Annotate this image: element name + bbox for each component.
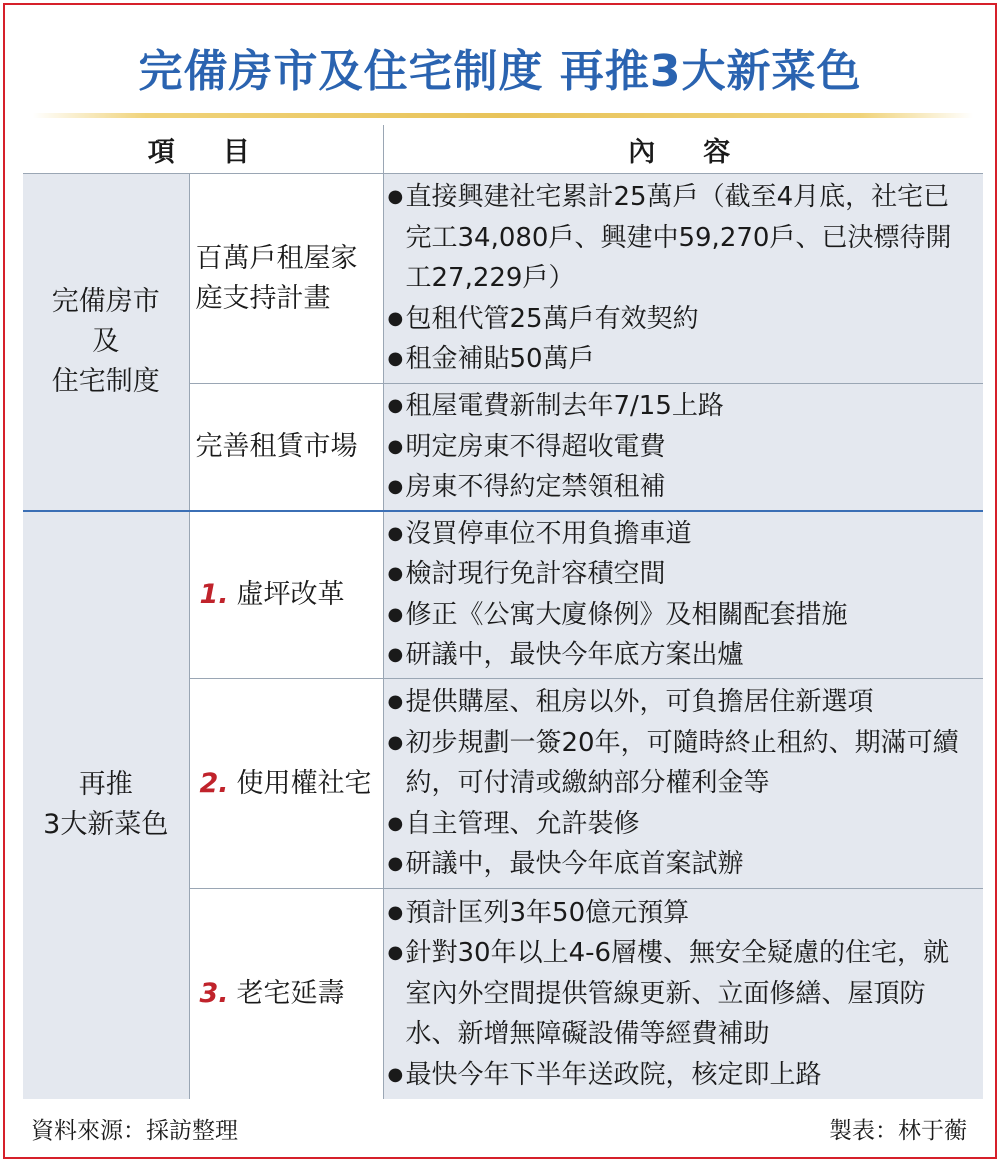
list-item: ● 租屋電費新制去年7/15上路: [388, 386, 974, 427]
subitem-label-line: 老宅延壽: [236, 977, 345, 1009]
category-cell: [23, 511, 189, 1099]
infographic-frame: [3, 3, 997, 1159]
item-number: 1.: [199, 578, 229, 610]
maker-credit: 製表：林于蘅: [829, 1118, 967, 1144]
footer: [5, 1108, 995, 1148]
subitem-label-line: 使用權社宅: [236, 767, 372, 799]
category-line: 及: [92, 325, 120, 357]
list-item: ● 提供購屋、租房以外，可負擔居住新選項: [388, 682, 974, 723]
list-item: ● 包租代管25萬戶有效契約: [388, 299, 974, 340]
list-item: ● 自主管理、允許裝修: [388, 804, 974, 845]
list-item: ● 沒買停車位不用負擔車道: [388, 514, 974, 555]
list-item: ● 最快今年下半年送政院，核定即上路: [388, 1055, 974, 1096]
content-cell: [383, 889, 983, 1099]
subitem-cell: [189, 384, 383, 511]
subitem-cell: [189, 889, 383, 1099]
subitem-label-line: 虛坪改革: [236, 578, 345, 610]
subitem-label-line: 百萬戶租屋家: [195, 242, 358, 274]
header-content: 內容: [383, 125, 983, 174]
category-line: 再推: [78, 769, 133, 800]
table-header-row: [23, 125, 983, 174]
page-title: 完備房市及住宅制度 再推3大新菜色: [138, 46, 862, 97]
content-cell: [383, 511, 983, 679]
table-row: [23, 174, 983, 384]
content-cell: [383, 679, 983, 889]
list-item: ● 房東不得約定禁領租補: [388, 467, 974, 508]
list-item: ● 針對30年以上4-6層樓、無安全疑慮的住宅，就室內外空間提供管線更新、立面修繕、屋頂防水、新增無障礙設備等經費補助: [388, 933, 974, 1055]
item-number: 3.: [199, 977, 229, 1009]
list-item: ● 初步規劃一簽20年，可隨時終止租約、期滿可續約，可付清或繳納部分權利金等: [388, 723, 974, 804]
source-credit: 資料來源：採訪整理: [31, 1118, 238, 1144]
category-line: 住宅制度: [51, 365, 160, 397]
title-underline: [33, 113, 973, 118]
category-line: 完備房市: [51, 285, 160, 317]
category-line: 3大新菜色: [43, 809, 169, 840]
list-item: ● 修正《公寓大廈條例》及相關配套措施: [388, 595, 974, 636]
list-item: ● 研議中，最快今年底方案出爐: [388, 635, 974, 676]
item-number: 2.: [199, 767, 229, 799]
subitem-cell: [189, 679, 383, 889]
list-item: ● 檢討現行免計容積空間: [388, 554, 974, 595]
header-item: 項目: [23, 125, 383, 174]
subitem-cell: [189, 174, 383, 384]
list-item: ● 明定房東不得超收電費: [388, 427, 974, 468]
subitem-cell: [189, 511, 383, 679]
list-item: ● 直接興建社宅累計25萬戶（截至4月底，社宅已完工34,080戶、興建中59,270戶、已決標待開工27,229戶）: [388, 177, 974, 299]
list-item: ● 研議中，最快今年底首案試辦: [388, 844, 974, 885]
category-cell: [23, 174, 189, 511]
content-cell: [383, 384, 983, 511]
subitem-label-line: 完善租賃市場: [195, 430, 358, 462]
policy-table: [23, 125, 983, 1099]
table-row: [23, 511, 983, 679]
subitem-label-line: 庭支持計畫: [195, 282, 331, 314]
list-item: ● 租金補貼50萬戶: [388, 339, 974, 380]
list-item: ● 預計匡列3年50億元預算: [388, 893, 974, 934]
content-cell: [383, 174, 983, 384]
